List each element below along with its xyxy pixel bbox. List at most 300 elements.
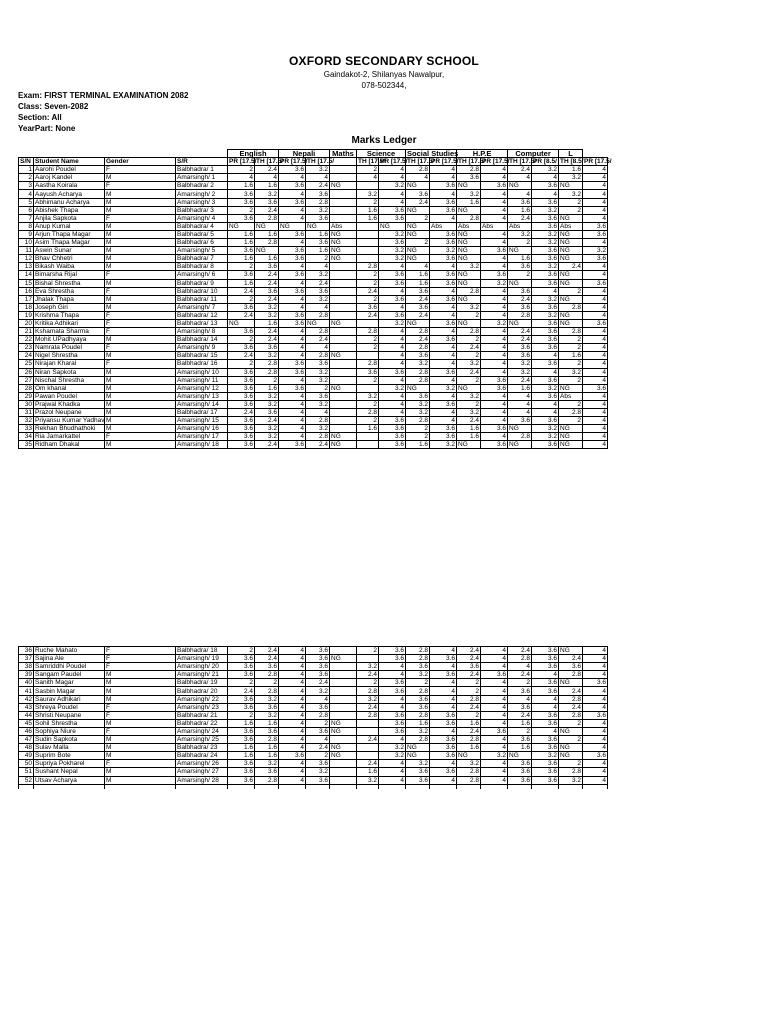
table-cell: 4 xyxy=(279,433,306,441)
table-cell: 2.4 xyxy=(457,344,481,352)
table-cell: 4 xyxy=(379,328,406,336)
table-cell: 3.2 xyxy=(481,752,508,760)
student-name-cell: Sulav Malla xyxy=(34,744,105,752)
table-cell xyxy=(330,703,357,711)
student-name-cell: Ridham Dhakal xyxy=(34,441,105,449)
table-cell: 3.2 xyxy=(532,166,559,174)
table-cell: 4 xyxy=(583,287,608,295)
table-cell: 4 xyxy=(583,295,608,303)
table-cell: 4 xyxy=(583,352,608,360)
column-header: TH [17.5/ xyxy=(407,158,435,166)
table-cell: 3.2 xyxy=(457,303,481,311)
table-cell: 2.8 xyxy=(406,736,430,744)
table-cell: 3.6 xyxy=(406,190,430,198)
table-cell: 3.6 xyxy=(279,255,306,263)
table-cell: 2.8 xyxy=(255,776,279,784)
table-cell: 4 xyxy=(379,360,406,368)
table-cell xyxy=(357,433,379,441)
table-cell: 4 xyxy=(481,655,508,663)
table-cell: 2 xyxy=(457,376,481,384)
table-cell: 3.2 xyxy=(406,400,430,408)
table-cell: 2.8 xyxy=(406,328,430,336)
table-row xyxy=(19,719,608,727)
table-cell: 3 xyxy=(19,182,34,190)
table-cell: 3.2 xyxy=(255,392,279,400)
table-cell: 31 xyxy=(19,409,34,417)
table-cell: 3.6 xyxy=(279,441,306,449)
table-cell: 2.4 xyxy=(508,647,532,655)
table-cell: 13 xyxy=(19,263,34,271)
table-cell: NG xyxy=(306,319,330,327)
table-cell: NG xyxy=(255,222,279,230)
table-cell: NG xyxy=(406,230,430,238)
table-cell: Abs xyxy=(330,222,357,230)
table-cell: 4 xyxy=(379,376,406,384)
table-cell: 4 xyxy=(279,655,306,663)
table-cell: 3.6 xyxy=(583,230,608,238)
table-cell xyxy=(330,368,357,376)
table-cell: 4 xyxy=(279,214,306,222)
table-cell: 3.6 xyxy=(583,752,608,760)
table-cell: Amarsingh/ 11 xyxy=(176,376,228,384)
table-cell: NG xyxy=(559,384,583,392)
table-cell: F xyxy=(105,703,176,711)
table-cell: 4 xyxy=(279,190,306,198)
table-cell: 1.6 xyxy=(559,166,583,174)
table-cell: 4 xyxy=(306,409,330,417)
table-cell: 2.4 xyxy=(457,368,481,376)
table-cell: NG xyxy=(330,182,357,190)
table-cell: 2 xyxy=(357,295,379,303)
table-cell xyxy=(357,222,379,230)
table-cell: 4 xyxy=(583,441,608,449)
table-cell: 4 xyxy=(379,336,406,344)
table-row xyxy=(19,655,608,663)
table-cell: Balbhadra/ 13 xyxy=(176,319,228,327)
table-cell: 4 xyxy=(583,311,608,319)
table-cell: 3.2 xyxy=(457,760,481,768)
table-cell: 4 xyxy=(481,695,508,703)
student-name-cell: Anup Kumal xyxy=(34,222,105,230)
table-cell: 3.6 xyxy=(430,230,457,238)
table-cell: 2 xyxy=(457,687,481,695)
table-cell: 4 xyxy=(583,214,608,222)
student-name-cell: Bhav Chhetri xyxy=(34,255,105,263)
table-cell: 2 xyxy=(559,376,583,384)
table-cell: 3.2 xyxy=(255,303,279,311)
table-cell: 2 xyxy=(228,360,255,368)
table-cell: 3.6 xyxy=(228,695,255,703)
table-cell: Balbhadra/ 10 xyxy=(176,287,228,295)
table-cell: 4 xyxy=(279,336,306,344)
table-cell: M xyxy=(105,263,176,271)
blank-row xyxy=(19,784,608,789)
table-cell: 4 xyxy=(430,287,457,295)
table-row xyxy=(19,271,608,279)
table-cell: Abs xyxy=(457,222,481,230)
table-cell: F xyxy=(105,311,176,319)
table-cell: M xyxy=(105,409,176,417)
table-cell: NG xyxy=(330,752,357,760)
table-cell: Amarsingh/ 26 xyxy=(176,760,228,768)
column-header: S/R xyxy=(176,158,228,166)
table-cell: NG xyxy=(559,214,583,222)
table-cell: Amarsingh/ 18 xyxy=(176,441,228,449)
table-cell: M xyxy=(105,206,176,214)
table-cell: 2.8 xyxy=(306,328,330,336)
table-cell: 3.2 xyxy=(306,295,330,303)
table-cell: 3.6 xyxy=(279,311,306,319)
table-cell: 3.6 xyxy=(481,182,508,190)
column-header: PR [17.5/ xyxy=(584,158,612,166)
table-cell: 4 xyxy=(379,695,406,703)
table-cell: 4 xyxy=(481,687,508,695)
table-cell: 4 xyxy=(481,303,508,311)
table-cell: 2.8 xyxy=(559,768,583,776)
table-cell: 2 xyxy=(406,214,430,222)
table-row xyxy=(19,663,608,671)
table-cell: 12 xyxy=(19,255,34,263)
table-cell xyxy=(330,647,357,655)
table-cell: 2 xyxy=(255,376,279,384)
table-cell: 3.6 xyxy=(532,360,559,368)
student-name-cell: Sudin Sapkota xyxy=(34,736,105,744)
table-cell: 4 xyxy=(279,263,306,271)
table-cell: 2.4 xyxy=(306,336,330,344)
table-cell: 2.8 xyxy=(406,376,430,384)
table-cell: 4 xyxy=(583,392,608,400)
table-cell: 1.6 xyxy=(406,271,430,279)
table-cell: 4 xyxy=(583,182,608,190)
table-cell: 2 xyxy=(508,271,532,279)
table-cell xyxy=(330,711,357,719)
table-cell: 4 xyxy=(379,392,406,400)
table-cell xyxy=(330,760,357,768)
table-row xyxy=(19,328,608,336)
table-cell: 2 xyxy=(406,425,430,433)
table-cell: 3.6 xyxy=(406,352,430,360)
table-cell: 4 xyxy=(508,174,532,182)
table-row xyxy=(19,295,608,303)
table-cell: 4 xyxy=(379,409,406,417)
table-cell: 3.2 xyxy=(379,230,406,238)
table-cell: 52 xyxy=(19,776,34,784)
table-cell: 3.6 xyxy=(228,247,255,255)
column-header: PR [17.5/ xyxy=(431,158,459,166)
table-cell: NG xyxy=(228,319,255,327)
table-cell: 3.2 xyxy=(532,425,559,433)
table-cell: 2 xyxy=(559,336,583,344)
table-cell: 1.6 xyxy=(357,768,379,776)
table-cell: 4 xyxy=(481,647,508,655)
table-cell: 4 xyxy=(481,368,508,376)
table-cell: Balbhadra/ 9 xyxy=(176,279,228,287)
table-cell: 4 xyxy=(481,344,508,352)
table-cell: 3.6 xyxy=(508,344,532,352)
table-row xyxy=(19,344,608,352)
table-cell: NG xyxy=(228,222,255,230)
table-cell: Amarsingh/ 25 xyxy=(176,736,228,744)
table-cell: 2 xyxy=(357,198,379,206)
table-cell: 4 xyxy=(279,760,306,768)
table-cell: 3.2 xyxy=(406,727,430,735)
table-cell xyxy=(330,663,357,671)
table-cell: 3.6 xyxy=(430,368,457,376)
table-cell: 3.6 xyxy=(306,663,330,671)
table-cell xyxy=(330,417,357,425)
table-cell: 3.2 xyxy=(559,174,583,182)
table-cell: Amarsingh/ 27 xyxy=(176,768,228,776)
table-cell: 4 xyxy=(532,695,559,703)
column-header: PR [17.5/ xyxy=(229,158,257,166)
table-cell: 3.6 xyxy=(430,744,457,752)
column-header: PR [17.5/ xyxy=(380,158,408,166)
table-cell: 17 xyxy=(19,295,34,303)
table-cell: 4 xyxy=(306,174,330,182)
table-cell: 4 xyxy=(228,174,255,182)
table-cell: 3.2 xyxy=(430,384,457,392)
table-cell: Balbhadra/ 18 xyxy=(176,647,228,655)
student-name-cell: Anjila Sapkota xyxy=(34,214,105,222)
table-cell: 2.4 xyxy=(255,271,279,279)
student-name-cell: Eva Shrestha xyxy=(34,287,105,295)
table-cell: 2.4 xyxy=(508,336,532,344)
table-row xyxy=(19,376,608,384)
table-cell: 1.6 xyxy=(255,752,279,760)
table-cell: NG xyxy=(330,319,357,327)
table-cell: M xyxy=(105,230,176,238)
table-cell xyxy=(357,727,379,735)
table-cell: 1.6 xyxy=(255,182,279,190)
table-cell: 4 xyxy=(481,352,508,360)
student-name-cell: Saurav Adhikari xyxy=(34,695,105,703)
table-cell: 3.6 xyxy=(279,230,306,238)
subject-header-spacer xyxy=(19,150,228,158)
table-row xyxy=(19,214,608,222)
table-cell: 3.6 xyxy=(430,400,457,408)
table-cell: NG xyxy=(330,441,357,449)
table-cell: 4 xyxy=(279,303,306,311)
table-cell: 2 xyxy=(406,433,430,441)
table-cell: 3.6 xyxy=(430,206,457,214)
table-cell: 3.2 xyxy=(532,206,559,214)
table-cell: NG xyxy=(559,752,583,760)
table-cell: Balbhadra/ 17 xyxy=(176,409,228,417)
table-cell: 4 xyxy=(279,376,306,384)
table-cell: 3.6 xyxy=(532,679,559,687)
table-cell: 2.4 xyxy=(255,279,279,287)
table-cell: F xyxy=(105,214,176,222)
table-cell: 2.8 xyxy=(357,263,379,271)
table-cell: 3.6 xyxy=(379,655,406,663)
table-cell: 4 xyxy=(583,303,608,311)
table-cell: 4 xyxy=(379,400,406,408)
table-cell: 3.2 xyxy=(306,687,330,695)
table-cell: 3.6 xyxy=(255,768,279,776)
table-cell xyxy=(330,166,357,174)
table-cell: 4 xyxy=(583,695,608,703)
table-cell: 50 xyxy=(19,760,34,768)
table-cell: 9 xyxy=(19,230,34,238)
table-cell: 4 xyxy=(279,279,306,287)
table-cell: 4 xyxy=(583,368,608,376)
table-cell: NG xyxy=(508,247,532,255)
table-cell: 8 xyxy=(19,222,34,230)
table-row xyxy=(19,360,608,368)
table-cell: 2 xyxy=(306,255,330,263)
table-cell: NG xyxy=(457,182,481,190)
table-cell: 3.6 xyxy=(379,239,406,247)
table-cell: 3.2 xyxy=(532,384,559,392)
table-cell: 4 xyxy=(279,295,306,303)
table-cell: NG xyxy=(559,295,583,303)
table-cell: 4 xyxy=(508,400,532,408)
table-cell: 3.6 xyxy=(379,295,406,303)
table-cell: M xyxy=(105,671,176,679)
table-cell: 1.6 xyxy=(228,752,255,760)
table-cell: 3.2 xyxy=(559,368,583,376)
table-cell: 2.4 xyxy=(457,647,481,655)
blank-cell xyxy=(430,784,457,789)
student-name-cell: Prajwal Khadka xyxy=(34,400,105,408)
table-cell: 2 xyxy=(559,344,583,352)
table-cell xyxy=(330,287,357,295)
table-row xyxy=(19,687,608,695)
table-cell: 4 xyxy=(430,174,457,182)
table-cell: NG xyxy=(330,255,357,263)
table-cell xyxy=(330,271,357,279)
table-cell: 2 xyxy=(19,174,34,182)
table-cell: 21 xyxy=(19,328,34,336)
table-cell: 3.6 xyxy=(532,417,559,425)
table-cell: 25 xyxy=(19,360,34,368)
table-cell: 3.6 xyxy=(508,776,532,784)
table-cell: 2.8 xyxy=(406,417,430,425)
blank-cell xyxy=(330,784,357,789)
table-cell: 4 xyxy=(430,695,457,703)
table-cell: 3.6 xyxy=(228,190,255,198)
table-cell: 3.2 xyxy=(406,409,430,417)
table-cell xyxy=(330,190,357,198)
table-cell: 3.6 xyxy=(306,392,330,400)
table-cell: M xyxy=(105,719,176,727)
table-row xyxy=(19,679,608,687)
table-cell: 2.8 xyxy=(306,433,330,441)
table-cell: NG xyxy=(559,279,583,287)
table-cell: 4 xyxy=(279,400,306,408)
table-cell: 4 xyxy=(481,311,508,319)
table-cell: 3.6 xyxy=(379,441,406,449)
table-cell: 3.6 xyxy=(532,214,559,222)
table-cell: 3.2 xyxy=(532,433,559,441)
table-cell: 4 xyxy=(532,190,559,198)
table-cell: 39 xyxy=(19,671,34,679)
table-cell: 2 xyxy=(559,287,583,295)
table-cell: 4 xyxy=(379,344,406,352)
table-cell: 2.8 xyxy=(357,409,379,417)
table-cell: 2.4 xyxy=(457,655,481,663)
table-cell: 3.2 xyxy=(532,311,559,319)
table-cell: 2 xyxy=(559,417,583,425)
table-row xyxy=(19,319,608,327)
table-cell: 3.6 xyxy=(406,768,430,776)
table-cell: 1.6 xyxy=(228,255,255,263)
table-cell: 4 xyxy=(583,417,608,425)
table-cell: 2.8 xyxy=(559,303,583,311)
table-cell: Balbhadra/ 6 xyxy=(176,239,228,247)
table-cell: 2.8 xyxy=(457,776,481,784)
table-cell: 3.6 xyxy=(228,727,255,735)
table-cell: 2.8 xyxy=(508,433,532,441)
table-cell: Amarsingh/ 23 xyxy=(176,703,228,711)
table-cell: 4 xyxy=(481,736,508,744)
table-cell: Abs xyxy=(559,222,583,230)
table-cell: Balbhadra/ 12 xyxy=(176,311,228,319)
table-cell: 3.6 xyxy=(508,263,532,271)
table-cell: 3.6 xyxy=(379,687,406,695)
table-cell: 1.6 xyxy=(457,425,481,433)
table-cell: 3.6 xyxy=(228,441,255,449)
table-cell: 2.4 xyxy=(255,336,279,344)
table-cell: 2.8 xyxy=(357,328,379,336)
table-cell: 3.6 xyxy=(532,319,559,327)
table-cell: M xyxy=(105,222,176,230)
table-cell: 2.4 xyxy=(508,166,532,174)
table-cell: Amarsingh/ 7 xyxy=(176,303,228,311)
table-cell: 4 xyxy=(583,239,608,247)
table-cell: 3.6 xyxy=(430,655,457,663)
table-cell: 3.6 xyxy=(306,190,330,198)
table-cell: 4 xyxy=(583,736,608,744)
table-cell: 4 xyxy=(430,679,457,687)
table-cell: 3.6 xyxy=(357,303,379,311)
table-cell: 4 xyxy=(279,409,306,417)
table-cell: 3.6 xyxy=(379,214,406,222)
table-cell: 3.2 xyxy=(306,425,330,433)
table-cell: 1.6 xyxy=(255,719,279,727)
table-cell: M xyxy=(105,247,176,255)
table-cell: NG xyxy=(559,727,583,735)
yearpart-line: YearPart: None xyxy=(18,124,76,133)
table-cell: Amarsingh/ 24 xyxy=(176,727,228,735)
exam-meta xyxy=(18,90,188,134)
table-row xyxy=(19,760,608,768)
table-cell: 32 xyxy=(19,417,34,425)
table-cell: 19 xyxy=(19,311,34,319)
table-cell: Amarsingh/ 22 xyxy=(176,695,228,703)
table-cell: 4 xyxy=(532,368,559,376)
table-cell: 3.2 xyxy=(379,384,406,392)
table-cell: 3.6 xyxy=(508,768,532,776)
table-cell: 2 xyxy=(228,647,255,655)
table-cell: F xyxy=(105,663,176,671)
table-cell: 3.6 xyxy=(379,433,406,441)
student-name-cell: Suprim Bote xyxy=(34,752,105,760)
table-cell: 4 xyxy=(279,711,306,719)
table-cell: Amarsingh/ 1 xyxy=(176,174,228,182)
table-cell: 4 xyxy=(279,239,306,247)
table-cell: 4 xyxy=(379,736,406,744)
table-cell: NG xyxy=(457,255,481,263)
table-cell: 4 xyxy=(481,214,508,222)
table-cell: 3.2 xyxy=(357,190,379,198)
table-cell: 2.8 xyxy=(255,736,279,744)
table-cell: 36 xyxy=(19,647,34,655)
table-cell: 1.6 xyxy=(406,441,430,449)
table-cell: 4 xyxy=(406,263,430,271)
table-cell: NG xyxy=(559,182,583,190)
table-cell: 3.6 xyxy=(379,311,406,319)
